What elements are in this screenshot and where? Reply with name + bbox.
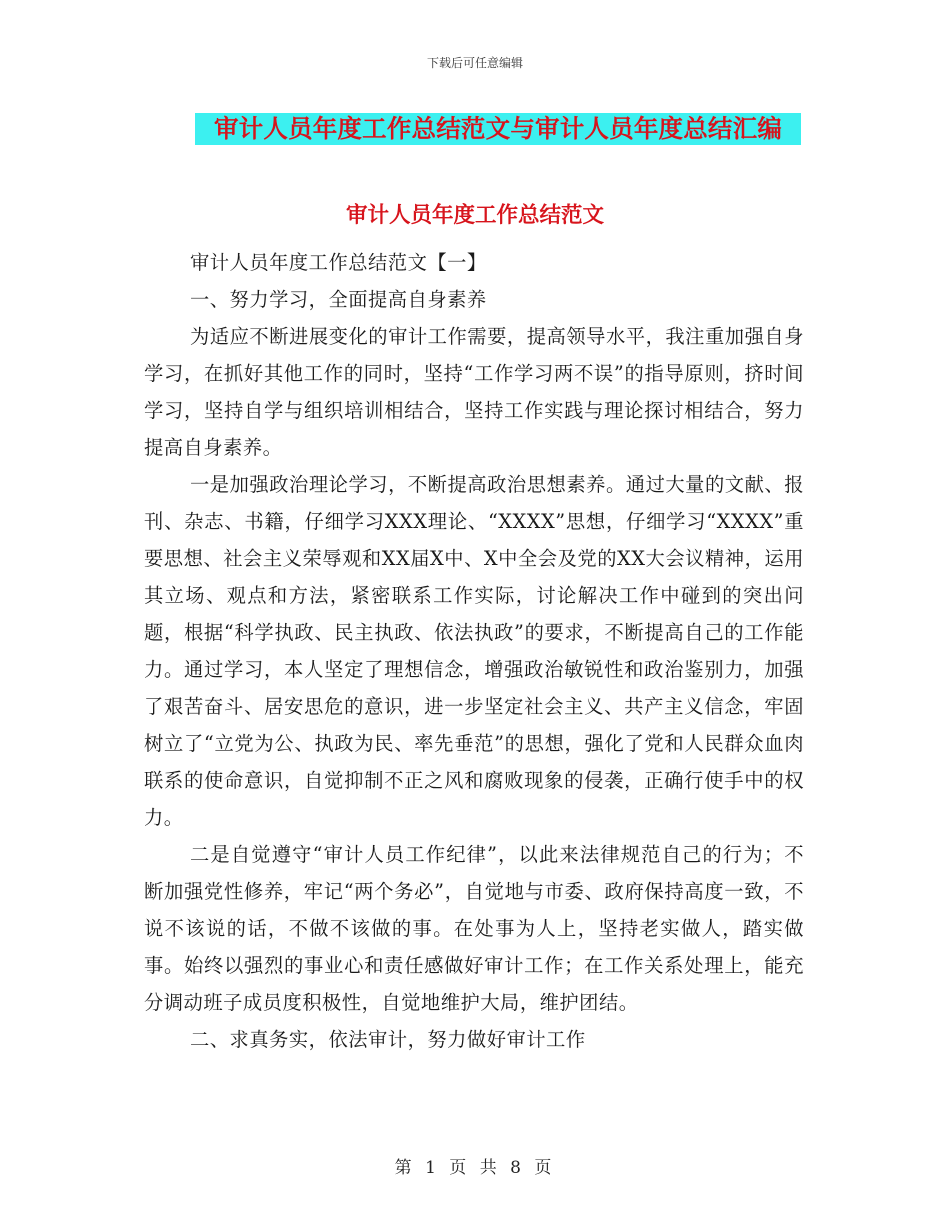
section-title: 审计人员年度工作总结范文 bbox=[345, 203, 604, 228]
paragraph-subheading: 一、努力学习，全面提高自身素养 bbox=[190, 288, 487, 311]
document-title: 审计人员年度工作总结范文与审计人员年度总结汇编 bbox=[195, 113, 801, 145]
paragraph: 一是加强政治理论学习，不断提高政治思想素养。通过大量的文献、报刊、杂志、书籍，仔细学习XXX理论、“XXXX”思想，仔细学习“XXXX”重要思想、社会主义荣辱观和XX届X中、X中全会及党的XX大会议精神，运用其立场、观点和方法，紧密联系工作实际，讨论解决工作中碰到的突出问题，根据“科学执政、民主执政、依法执政”的要求，不断提高自己的工作能力。通过学习，本人坚定了理想信念，增强政治敏锐性和政治鉴别力，加强了艰苦奋斗、居安思危的意识，进一步坚定社会主义、共产主义信念，牢固树立了“立党为公、执政为民、率先垂范”的思想，强化了党和人民群众血肉联系的使命意识，自觉抑制不正之风和腐败现象的侵袭，正确行使手中的权力。 bbox=[144, 473, 804, 829]
paragraph-subheading: 二、求真务实，依法审计，努力做好审计工作 bbox=[190, 1028, 586, 1051]
paragraph: 为适应不断进展变化的审计工作需要，提高领导水平，我注重加强自身学习，在抓好其他工作的同时，坚持“工作学习两不误”的指导原则，挤时间学习，坚持自学与组织培训相结合，坚持工作实践与理论探讨相结合，努力提高自身素养。 bbox=[144, 325, 804, 459]
document-body bbox=[144, 244, 804, 1058]
page-footer: 第 1 页 共 8 页 bbox=[394, 1158, 556, 1178]
paragraph: 二是自觉遵守“审计人员工作纪律”，以此来法律规范自己的行为；不断加强党性修养，牢记“两个务必”，自觉地与市委、政府保持高度一致，不说不该说的话，不做不该做的事。在处事为人上，坚持老实做人，踏实做事。始终以强烈的事业心和责任感做好审计工作；在工作关系处理上，能充分调动班子成员度积极性，自觉地维护大局，维护团结。 bbox=[144, 843, 804, 1014]
header-note: 下载后可任意编辑 bbox=[426, 56, 523, 70]
paragraph-heading: 审计人员年度工作总结范文【一】 bbox=[190, 251, 487, 274]
